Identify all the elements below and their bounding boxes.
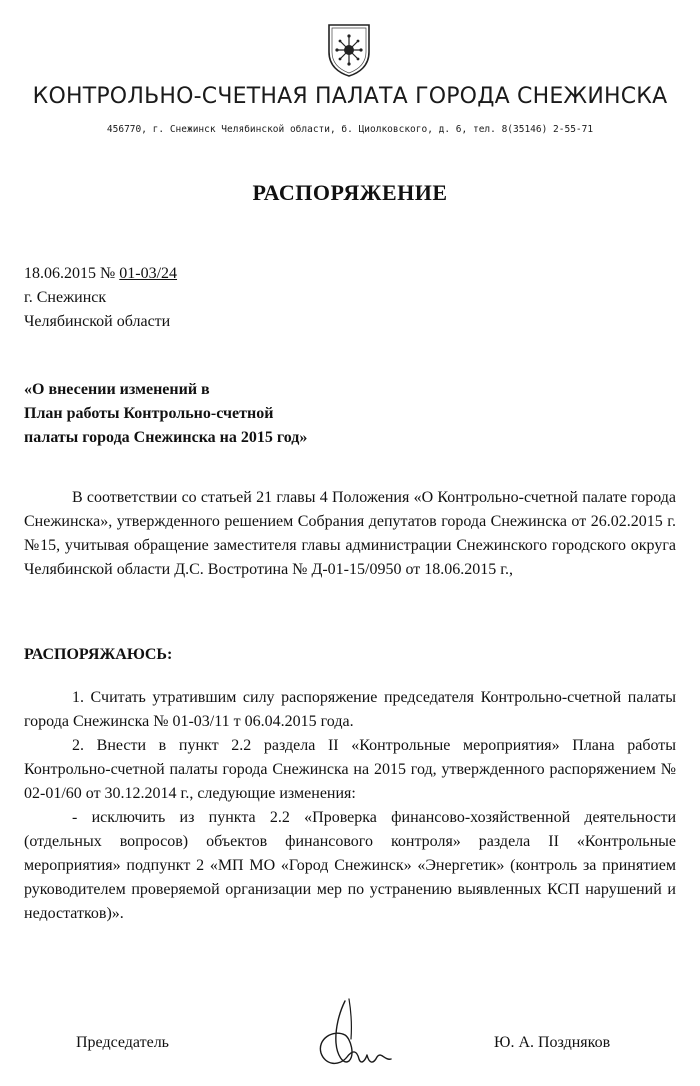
handwritten-signature-icon [305,995,405,1075]
decree-item-1: 1. Считать утратившим силу распоряжение председателя Контрольно-счетной палаты города Снежинска № 01-03/11 т 06.04.2015 года. [24,689,676,730]
decree-item-2: 2. Внести в пункт 2.2 раздела II «Контрольные мероприятия» Плана работы Контрольно-счетной палаты города Снежинска на 2015 год, утвержденного распоряжением № 02-01/60 от 30.12.2014 г., следующие изменения: [24,737,676,802]
decree-items [24,686,676,926]
signatory-name: Ю. А. Поздняков [494,1034,611,1051]
document-date-number [24,262,177,286]
decree-item-2-change: - исключить из пункта 2.2 «Проверка финансово-хозяйственной деятельности (отдельных вопросов) объектов финансового контроля» раздела II «Контрольные мероприятия» подпункт 2 «МП МО «Город Снежинск» «Энергетик» (контроль за принятием руководителем проверяемой организации мер по устранению выявленных КСП нарушений и недостатков)». [24,809,676,922]
document-number: 01-03/24 [119,265,178,282]
title-line: «О внесении изменений в [24,381,210,398]
title-line: План работы Контрольно-счетной [24,405,274,422]
document-date: 18.06.2015 [24,265,96,282]
number-sign: № [100,265,116,282]
preamble-paragraph: В соответствии со статьей 21 главы 4 Положения «О Контрольно-счетной палате города Снежинска», утвержденного решением Собрания депутатов города Снежинска от 26.02.2015 г. №15, учитывая обращение заместителя главы администрации Снежинского городского округа Челябинской области Д.С. Востротина № Д-01-15/0950 от 18.06.2015 г., [24,489,676,578]
signatory-position: Председатель [76,1034,169,1051]
document-title [24,378,307,450]
document-region: Челябинской области [24,313,171,330]
document-type: РАСПОРЯЖЕНИЕ [252,180,448,205]
decree-word: РАСПОРЯЖАЮСЬ: [24,646,173,663]
organization-name: КОНТРОЛЬНО-СЧЕТНАЯ ПАЛАТА ГОРОДА СНЕЖИНСКА [32,84,668,109]
document-meta [24,262,177,334]
title-line: палаты города Снежинска на 2015 год» [24,429,308,446]
document-city: г. Снежинск [24,289,107,306]
organization-address: 456770, г. Снежинск Челябинской области, б. Циолковского, д. 6, тел. 8(35146) 2-55-71 [106,124,594,135]
city-crest-icon [326,22,372,78]
